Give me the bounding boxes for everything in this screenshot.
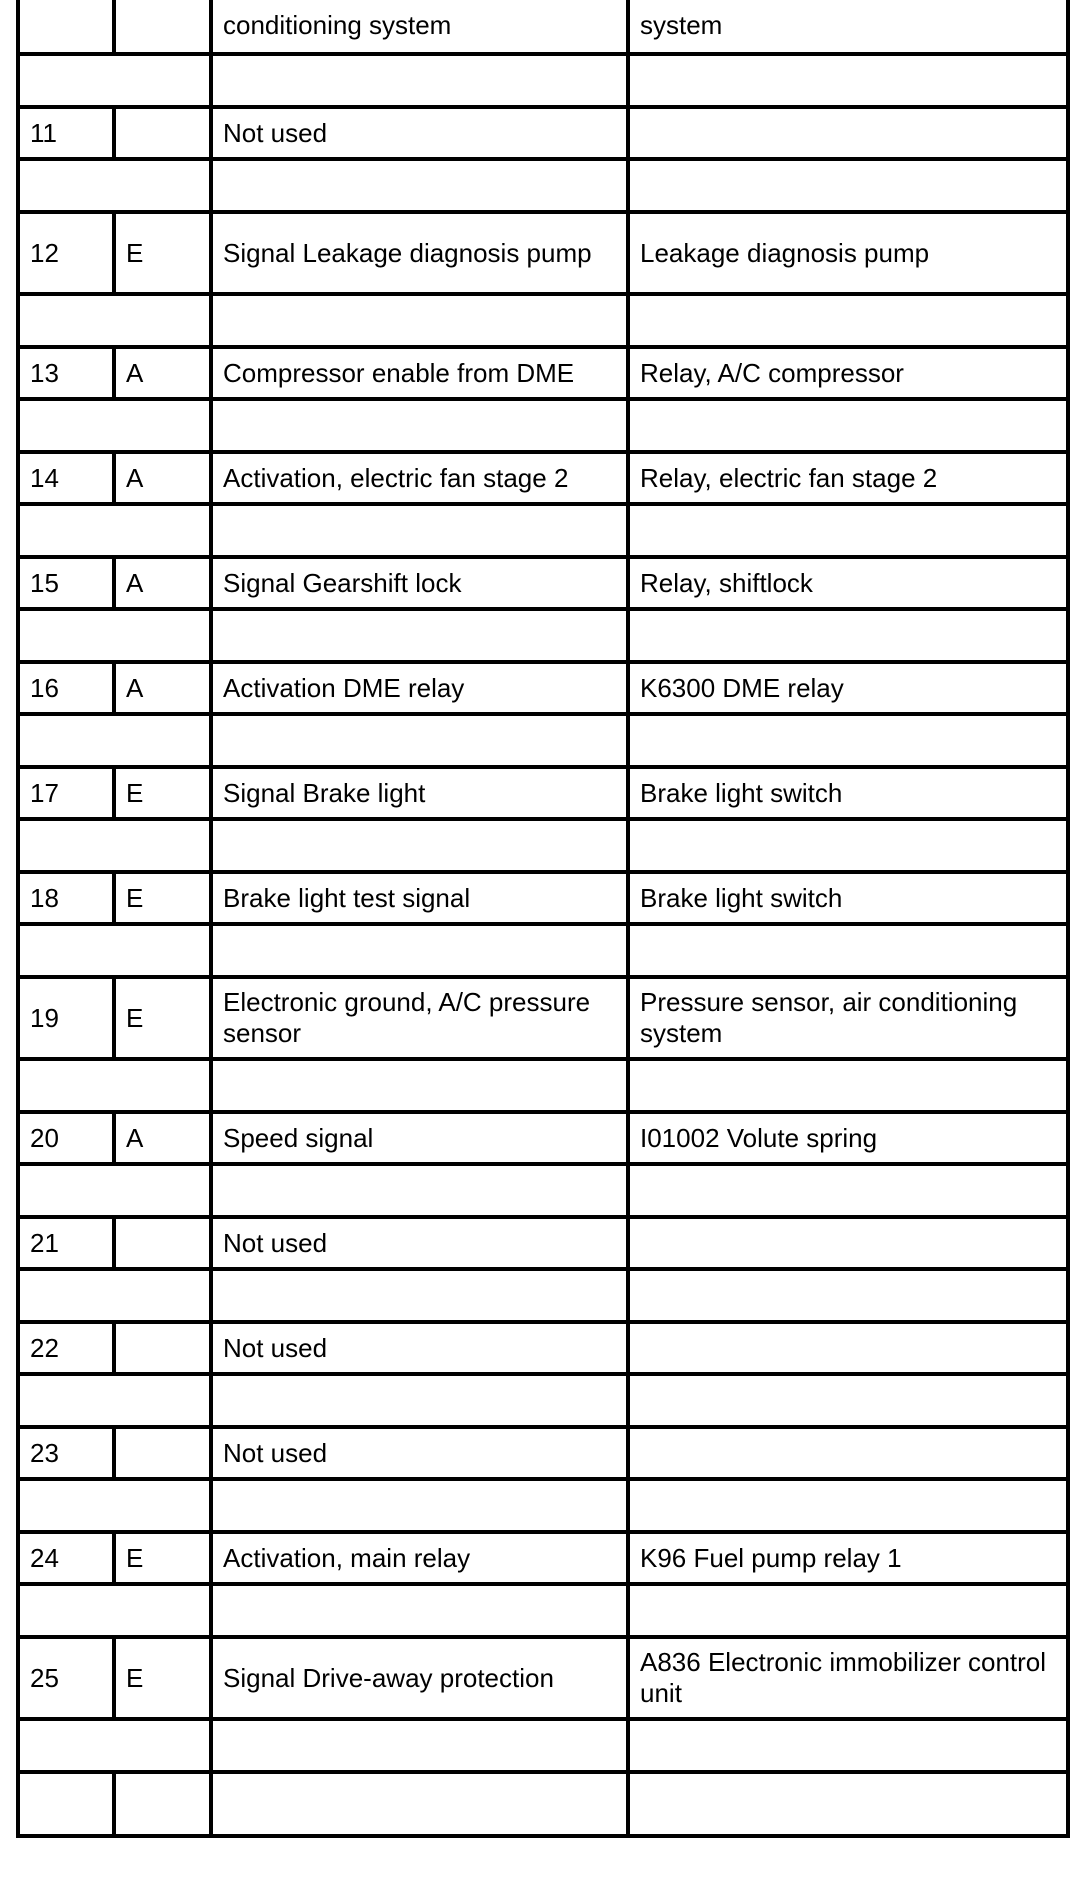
- spacer-row: [18, 1059, 1068, 1112]
- direction-cell: A: [114, 347, 211, 399]
- component-cell: I01002 Volute spring: [628, 1112, 1068, 1164]
- pin-cell: 24: [18, 1532, 114, 1584]
- spacer-row: [18, 54, 1068, 107]
- spacer-cell: [211, 159, 628, 212]
- spacer-cell: [18, 54, 211, 107]
- component-cell: [628, 1427, 1068, 1479]
- component-cell: K6300 DME relay: [628, 662, 1068, 714]
- component-cell: A836 Electronic immobilizer control unit: [628, 1637, 1068, 1719]
- direction-cell: [114, 1322, 211, 1374]
- spacer-cell: [211, 1164, 628, 1217]
- spacer-row: [18, 1164, 1068, 1217]
- pin-cell: 11: [18, 107, 114, 159]
- spacer-row: [18, 1584, 1068, 1637]
- spacer-cell: [211, 714, 628, 767]
- spacer-cell: [211, 1584, 628, 1637]
- component-cell: Brake light switch: [628, 872, 1068, 924]
- description-cell: [211, 1772, 628, 1836]
- component-cell: [628, 1322, 1068, 1374]
- spacer-cell: [211, 1059, 628, 1112]
- spacer-cell: [211, 54, 628, 107]
- table-row-cutoff: [18, 1772, 1068, 1836]
- spacer-cell: [18, 924, 211, 977]
- description-cell: Signal Drive-away protection: [211, 1637, 628, 1719]
- spacer-cell: [18, 159, 211, 212]
- spacer-cell: [211, 399, 628, 452]
- spacer-row: [18, 1719, 1068, 1772]
- spacer-cell: [628, 609, 1068, 662]
- pin-cell: 13: [18, 347, 114, 399]
- pin-cell: 25: [18, 1637, 114, 1719]
- component-cell: Relay, electric fan stage 2: [628, 452, 1068, 504]
- pin-cell: 18: [18, 872, 114, 924]
- spacer-cell: [18, 1059, 211, 1112]
- spacer-cell: [18, 609, 211, 662]
- direction-cell: [114, 1427, 211, 1479]
- direction-cell: E: [114, 872, 211, 924]
- component-cell: Relay, A/C compressor: [628, 347, 1068, 399]
- table-row: [18, 1112, 1068, 1164]
- spacer-cell: [18, 1374, 211, 1427]
- spacer-row: [18, 504, 1068, 557]
- spacer-cell: [18, 714, 211, 767]
- component-cell: Brake light switch: [628, 767, 1068, 819]
- description-cell: Not used: [211, 1322, 628, 1374]
- description-cell: Activation, main relay: [211, 1532, 628, 1584]
- spacer-cell: [628, 504, 1068, 557]
- spacer-cell: [18, 1719, 211, 1772]
- spacer-cell: [628, 1719, 1068, 1772]
- spacer-cell: [628, 1269, 1068, 1322]
- spacer-cell: [211, 1269, 628, 1322]
- table-row: [18, 977, 1068, 1059]
- pin-cell: 23: [18, 1427, 114, 1479]
- spacer-cell: [18, 819, 211, 872]
- description-cell: Not used: [211, 1427, 628, 1479]
- component-cell: [628, 107, 1068, 159]
- direction-cell: E: [114, 977, 211, 1059]
- spacer-cell: [211, 819, 628, 872]
- pin-cell: 17: [18, 767, 114, 819]
- table-row: [18, 1637, 1068, 1719]
- spacer-row: [18, 714, 1068, 767]
- spacer-cell: [628, 54, 1068, 107]
- pin-cell: [18, 0, 114, 54]
- table-row: [18, 767, 1068, 819]
- spacer-cell: [628, 924, 1068, 977]
- spacer-row: [18, 924, 1068, 977]
- pin-cell: 14: [18, 452, 114, 504]
- table-row: [18, 662, 1068, 714]
- spacer-row: [18, 399, 1068, 452]
- description-cell: Not used: [211, 107, 628, 159]
- description-cell: Compressor enable from DME: [211, 347, 628, 399]
- spacer-cell: [628, 159, 1068, 212]
- direction-cell: A: [114, 662, 211, 714]
- pin-cell: [18, 1772, 114, 1836]
- direction-cell: E: [114, 212, 211, 294]
- spacer-cell: [628, 1164, 1068, 1217]
- pin-cell: 12: [18, 212, 114, 294]
- spacer-row: [18, 294, 1068, 347]
- description-cell: Signal Leakage diagnosis pump: [211, 212, 628, 294]
- spacer-cell: [18, 399, 211, 452]
- description-cell: Speed signal: [211, 1112, 628, 1164]
- table-row: [18, 557, 1068, 609]
- spacer-cell: [628, 1059, 1068, 1112]
- spacer-cell: [211, 1719, 628, 1772]
- table-row: [18, 452, 1068, 504]
- pin-assignment-table: [16, 0, 1070, 1838]
- spacer-cell: [211, 504, 628, 557]
- spacer-cell: [211, 924, 628, 977]
- spacer-cell: [211, 1479, 628, 1532]
- spacer-row: [18, 819, 1068, 872]
- spacer-cell: [628, 1374, 1068, 1427]
- spacer-cell: [18, 1269, 211, 1322]
- direction-cell: E: [114, 1637, 211, 1719]
- pin-cell: 21: [18, 1217, 114, 1269]
- spacer-cell: [628, 399, 1068, 452]
- description-cell: Brake light test signal: [211, 872, 628, 924]
- spacer-cell: [18, 1584, 211, 1637]
- description-cell: Activation DME relay: [211, 662, 628, 714]
- table-row: [18, 212, 1068, 294]
- spacer-cell: [18, 294, 211, 347]
- spacer-cell: [628, 294, 1068, 347]
- component-cell: system: [628, 0, 1068, 54]
- spacer-cell: [18, 1479, 211, 1532]
- spacer-cell: [628, 714, 1068, 767]
- description-cell: Signal Brake light: [211, 767, 628, 819]
- component-cell: [628, 1772, 1068, 1836]
- description-cell: Electronic ground, A/C pressure sensor: [211, 977, 628, 1059]
- pin-cell: 15: [18, 557, 114, 609]
- spacer-cell: [211, 1374, 628, 1427]
- direction-cell: [114, 1217, 211, 1269]
- pin-cell: 20: [18, 1112, 114, 1164]
- direction-cell: [114, 107, 211, 159]
- direction-cell: E: [114, 767, 211, 819]
- spacer-cell: [628, 1479, 1068, 1532]
- spacer-cell: [211, 609, 628, 662]
- table-row: [18, 1217, 1068, 1269]
- table-row: [18, 107, 1068, 159]
- component-cell: Leakage diagnosis pump: [628, 212, 1068, 294]
- table-row: [18, 1322, 1068, 1374]
- spacer-cell: [628, 819, 1068, 872]
- description-cell: Activation, electric fan stage 2: [211, 452, 628, 504]
- direction-cell: A: [114, 452, 211, 504]
- description-cell: Signal Gearshift lock: [211, 557, 628, 609]
- spacer-cell: [18, 1164, 211, 1217]
- spacer-row: [18, 609, 1068, 662]
- direction-cell: [114, 1772, 211, 1836]
- component-cell: [628, 1217, 1068, 1269]
- direction-cell: A: [114, 557, 211, 609]
- description-cell: Not used: [211, 1217, 628, 1269]
- pin-cell: 22: [18, 1322, 114, 1374]
- description-cell: conditioning system: [211, 0, 628, 54]
- direction-cell: [114, 0, 211, 54]
- spacer-cell: [211, 294, 628, 347]
- pin-cell: 19: [18, 977, 114, 1059]
- component-cell: Relay, shiftlock: [628, 557, 1068, 609]
- spacer-row: [18, 1374, 1068, 1427]
- spacer-cell: [18, 504, 211, 557]
- spacer-row: [18, 1269, 1068, 1322]
- component-cell: Pressure sensor, air conditioning system: [628, 977, 1068, 1059]
- spacer-row: [18, 159, 1068, 212]
- direction-cell: E: [114, 1532, 211, 1584]
- component-cell: K96 Fuel pump relay 1: [628, 1532, 1068, 1584]
- spacer-cell: [628, 1584, 1068, 1637]
- pin-cell: 16: [18, 662, 114, 714]
- direction-cell: A: [114, 1112, 211, 1164]
- table-row: [18, 347, 1068, 399]
- table-row: [18, 872, 1068, 924]
- table-row-continued: [18, 0, 1068, 54]
- spacer-row: [18, 1479, 1068, 1532]
- table-row: [18, 1532, 1068, 1584]
- table-row: [18, 1427, 1068, 1479]
